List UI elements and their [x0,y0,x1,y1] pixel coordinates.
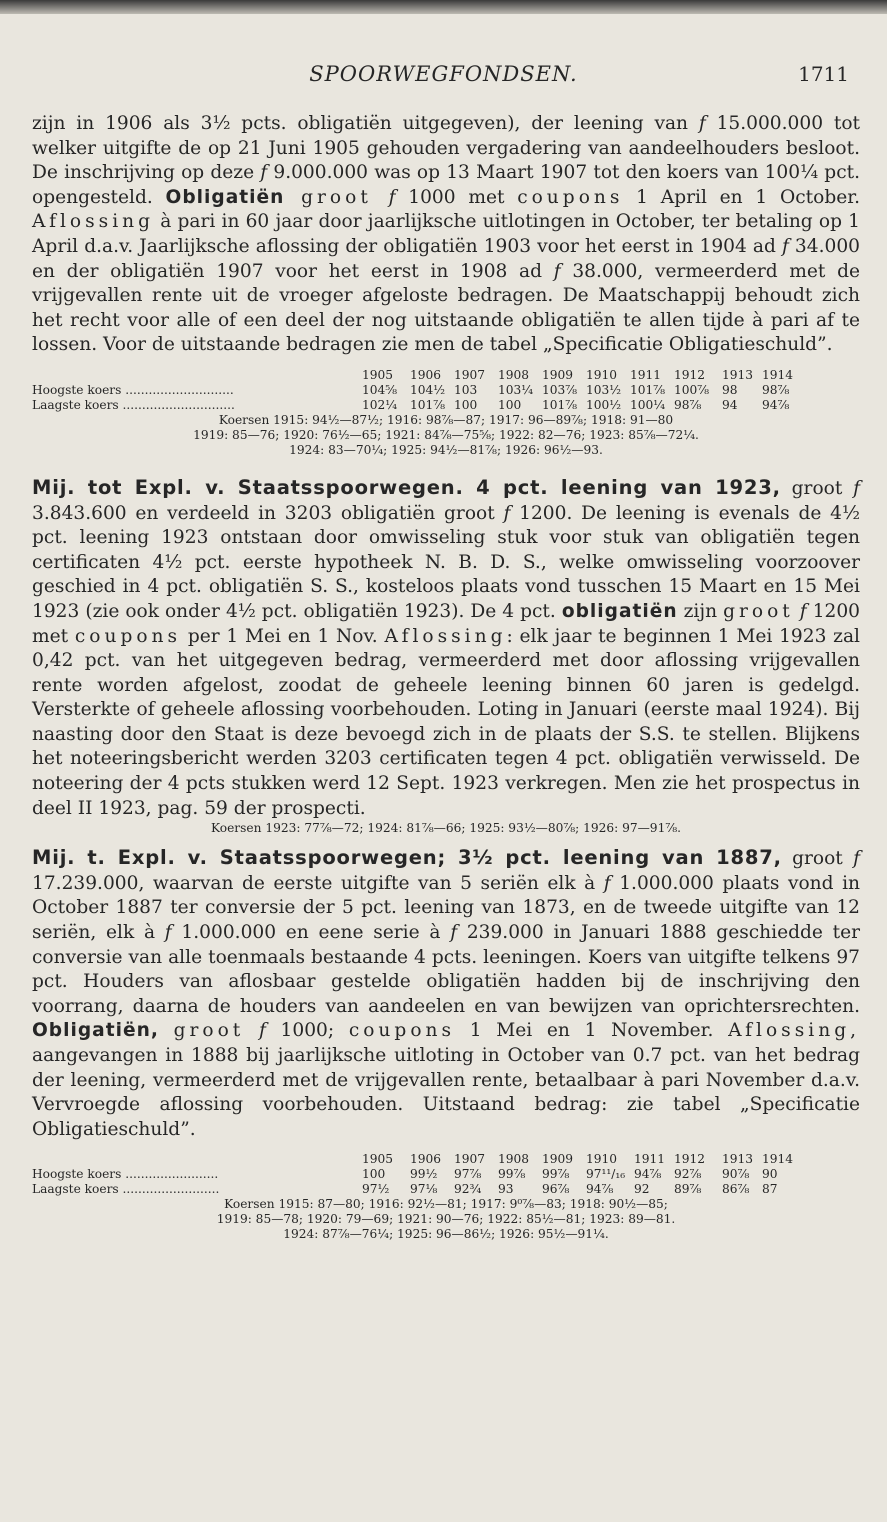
florin-sign: f [503,502,511,524]
keyword-groot: groot [723,600,794,622]
text-run: : elk jaar te beginnen 1 Mei 1923 zal 0,42 pct. van het uitgegeven bedrag, vermeerderd met door aflossing vrijgevallen rente worden afgelost, zoodat de geheele leening binnen 60 jaren is gedelgd. Versterkte of geheele aflossing voorbehouden. Loting in Januari (eerste maal 1924). Bij naasting door den Staat is deze bevoegd zich in de plaats der S.S. te stellen. Blijkens het noteeringsbericht werden 3203 certificaten tegen 4 pct. obligatiën verwisseld. De noteering der 4 pcts stukken werd 12 Sept. 1923 verkregen. Men zie het prospectus in deel II 1923, pag. 59 der prospecti. [32,625,860,819]
table-cell: 87 [762,1182,778,1197]
text-run: 34.000 en der obligatiën 1907 voor het eerst in 1908 ad [32,235,860,282]
keyword-coupons: coupons [517,186,624,208]
text-run: 1 Mei en 1 November. [455,1020,729,1042]
table-cell: 100⅞ [674,382,710,397]
florin-sign: f [164,922,172,944]
keyword-aflossing: Aflossing [32,211,155,233]
text-run: groot [781,848,854,870]
spacer [32,836,860,846]
florin-sign: f [781,235,789,257]
table-cell: 101⅞ [542,397,578,412]
florin-sign: f [853,477,860,499]
year-cell: 1907 [454,1152,486,1167]
year-cell: 1914 [762,367,794,382]
florin-sign: f [258,1020,266,1042]
spacer [32,458,860,476]
table-row [32,1182,794,1197]
keyword-aflossing: Aflossing [384,625,507,647]
florin-sign: f [698,113,706,134]
table-cell: 103⅞ [542,382,578,397]
table-cell: 103¼ [498,382,534,397]
table-cell: 94 [722,397,738,412]
year-cell: 1912 [674,1152,706,1167]
price-history-line: 1919: 85—78; 1920: 79—69; 1921: 90—76; 1922: 85½—81; 1923: 89—81. [216,1212,676,1227]
table-cell: 89⅞ [674,1182,702,1197]
table-cell: 94⅞ [634,1167,662,1182]
text-run: 239.000 in Januari 1888 geschiedde ter conversie van alle toenmaals bestaande 4 pcts. leeningen. Koers van uitgifte telkens 97 pct. Houders van aflosbaar gestelde obligatiën hadden bij de inschrijving den voorrang, daarna de houders van aandeelen en van bewijzen van oprichtersrechten. [32,922,861,1017]
florin-sign: f [799,600,807,622]
year-cell: 1909 [542,1152,574,1167]
text-run: zijn [677,600,724,622]
table-cell: 99½ [410,1167,438,1182]
keyword-groot: groot [284,186,389,208]
section-2-heading: Mij. tot Expl. v. Staatsspoorwegen. 4 pct. leening van 1923, [32,475,781,499]
keyword-coupons: coupons [74,625,182,647]
florin-sign: f [388,186,396,208]
row-label: Hoogste koers ............................ [32,382,234,397]
table-cell: 101⅞ [410,397,446,412]
section-3-heading: Mij. t. Expl. v. Staatsspoorwegen; 3½ pct. leening van 1887, [32,846,782,870]
table-row [32,383,794,398]
year-cell: 1908 [498,1152,530,1167]
table-row [32,1167,794,1182]
table-cell: 100¼ [630,397,666,412]
table-cell: 103 [454,382,478,397]
year-cell: 1911 [630,367,662,382]
table-cell: 94⅞ [762,397,790,412]
table-cell: 97¹¹/₁₆ [586,1167,626,1182]
table-cell: 90⅞ [722,1167,750,1182]
florin-sign: f [450,922,458,944]
keyword-obligatien: Obligatiën, [32,1020,159,1042]
year-cell: 1905 [362,367,394,382]
table-cell: 93 [498,1182,514,1197]
row-label-text: Laagste koers [32,397,119,412]
section-3-paragraph [32,846,860,1142]
text-run: 3.843.600 en verdeeld in 3203 obligatiën groot [32,502,504,524]
price-history-line: 1924: 87⅞—76¼; 1925: 96—86½; 1926: 95½—91¼. [283,1227,609,1242]
row-label: Laagste koers ............................. [32,397,235,412]
spacer [32,1142,860,1152]
year-cell: 1909 [542,367,574,382]
table-cell: 104½ [410,382,446,397]
row-label-text: Laagste koers [32,1182,119,1197]
text-run: à pari in 60 jaar door jaarlijksche uitlotingen in October, ter betaling op 1 April d.a.v. Jaarlijksche aflossing der obligatiën 1903 voor het eerst in 1904 ad [32,211,860,257]
table-corner-cell [32,368,362,383]
table-cell: 99⅞ [542,1167,570,1182]
table-cell: 102¼ [362,397,398,412]
table-corner-cell [32,1152,362,1167]
text-run: 15.000.000 tot welker uitgifte de op 21 Juni 1905 gehouden vergadering van aandeelhouders besloot. De inschrijving op deze [32,113,861,184]
table-cell: 98⅞ [674,397,702,412]
year-cell: 1908 [498,367,530,382]
table-cell: 98⅞ [762,382,790,397]
spacer [32,358,860,368]
table-cell: 92⅞ [674,1167,702,1182]
year-cell: 1910 [586,1152,618,1167]
table-cell: 101⅞ [630,382,666,397]
keyword-groot: groot [173,1020,245,1042]
florin-sign: f [853,848,860,870]
keyword-coupons: coupons [348,1020,456,1042]
year-cell: 1906 [410,1152,442,1167]
text-run: 1000 met [395,186,518,208]
text-run: zijn in 1906 als 3½ pcts. obligatiën uitgegeven), der leening van [32,113,699,134]
text-run: 1 April en 1 October. [623,186,860,208]
table-cell: 94⅞ [586,1182,614,1197]
text-run: aangevangen in 1888 bij jaarlijksche uitloting in October van 0.7 pct. van het bedrag der leening, vermeerderd met de vrijgevallen rente, betaalbaar à pari November d.a.v. Vervroegde aflossing voorbehouden. Uitstaand bedrag: zie tabel „Specificatie Obligatieschuld”. [32,1045,860,1140]
row-label-text: Hoogste koers [32,1167,122,1182]
text-run: 1.000.000 en eene serie à [171,922,451,944]
page-body [32,112,860,1242]
row-label-text: Hoogste koers [32,382,122,397]
table-cell: 92 [634,1182,650,1197]
row-label: Hoogste koers ........................ [32,1167,219,1182]
price-history-line: 1924: 83—70¼; 1925: 94½—81⅞; 1926: 96½—93. [289,442,603,457]
table-cell: 97⅛ [410,1182,438,1197]
table-cell: 97½ [362,1182,390,1197]
table-cell: 100½ [586,397,622,412]
table-cell: 96⅞ [542,1182,570,1197]
quotes-table-2 [32,1152,794,1197]
table-header-row [32,368,794,383]
year-cell: 1913 [722,1152,754,1167]
page-number: 1711 [798,62,849,86]
table-header-row [32,1152,794,1167]
table-cell: 103½ [586,382,622,397]
price-history-line: Koersen 1915: 87—80; 1916: 92½—81; 1917: 9⁰⅞—83; 1918: 90½—85; [224,1197,668,1212]
row-label: Laagste koers ......................... [32,1182,220,1197]
page-header [0,58,887,92]
year-cell: 1910 [586,367,618,382]
table-cell: 98 [722,382,738,397]
table-cell: 90 [762,1167,778,1182]
section-2-paragraph [32,476,860,821]
quotes-table-1 [32,368,794,413]
table-cell: 100 [454,397,478,412]
year-cell: 1911 [634,1152,666,1167]
year-cell: 1914 [762,1152,794,1167]
price-history-line: Koersen 1915: 94½—87½; 1916: 98⅞—87; 1917: 96—89⅞; 1918: 91—80 [218,412,674,427]
year-cell: 1913 [722,367,754,382]
text-run: 1.000.000 plaats vond in October 1887 ter conversie der 5 pct. leening van 1873, en de tweede uitgifte van 12 seriën, elk à [32,872,860,944]
keyword-obligatien: obligatiën [561,600,678,622]
scan-top-edge [0,0,887,14]
table-cell: 100 [362,1167,386,1182]
text-run: 9.000.000 was op 13 Maart 1907 tot den koers van 100¼ pct. opengesteld. [32,162,861,208]
table-cell: 100 [498,397,522,412]
year-cell: 1905 [362,1152,394,1167]
table-cell: 92¾ [454,1182,482,1197]
year-cell: 1907 [454,367,486,382]
keyword-aflossing: Aflossing, [728,1020,861,1042]
text-run: 1200 met [32,600,861,647]
keyword-obligatien: Obligatiën [165,186,285,208]
running-title: SPOORWEGFONDSEN. [309,62,578,86]
text-run: 1000; [265,1020,349,1042]
text-run: 17.239.000, waarvan de eerste uitgifte van 5 seriën elk à [32,872,604,894]
year-cell: 1906 [410,367,442,382]
florin-sign: f [553,260,561,282]
text-run: per 1 Mei en 1 Nov. [181,625,385,647]
text-run: 38.000, vermeerderd met de vrijgevallen rente uit de vroeger afgeloste bedragen. De Maatschappij behoudt zich het recht voor alle of een deel der nog uitstaande obligatiën te allen tijde à pari af te lossen. Voor de uitstaande bedragen zie men de tabel „Specificatie Obligatieschuld”. [32,260,861,356]
price-history-line: 1919: 85—76; 1920: 76½—65; 1921: 84⅞—75⅝; 1922: 82—76; 1923: 85⅞—72¼. [193,427,699,442]
text-run: 1200. De leening is evenals de 4½ pct. leening 1923 ontstaan door omwisseling stuk voor stuk van obligatiën tegen certificaten 4½ pct. eerste hypotheek N. B. D. S., welke omwisseling voorzoover geschied in 4 pct. obligatiën S. S., kosteloos plaats vond tusschen 15 Maart en 15 Mei 1923 (zie ook onder 4½ pct. obligatiën 1923). De 4 pct. [32,502,860,622]
table-cell: 97⅞ [454,1167,482,1182]
section-1-paragraph [32,112,860,358]
price-history-line: Koersen 1923: 77⅞—72; 1924: 81⅞—66; 1925: 93½—80⅞; 1926: 97—91⅞. [210,821,682,836]
table-row [32,398,794,413]
florin-sign: f [260,162,268,184]
year-cell: 1912 [674,367,706,382]
table-cell: 86⅞ [722,1182,750,1197]
text-run: groot [780,477,854,499]
florin-sign: f [603,872,611,894]
table-cell: 104⅝ [362,382,398,397]
table-cell: 99⅞ [498,1167,526,1182]
